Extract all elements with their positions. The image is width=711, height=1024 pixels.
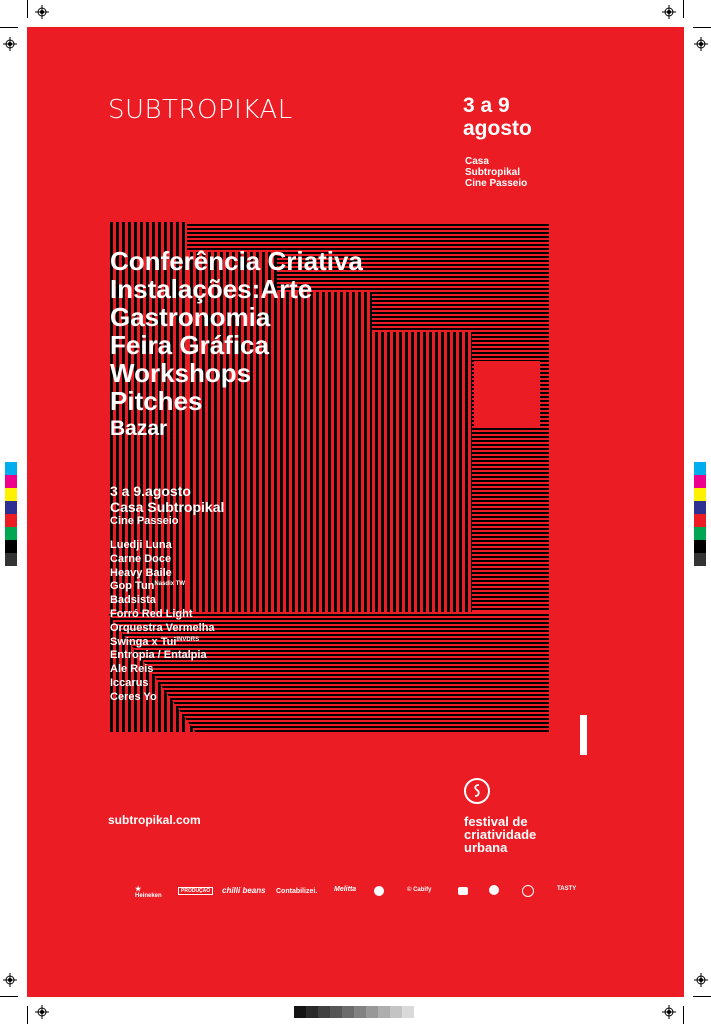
crop-mark: [0, 27, 18, 28]
sponsor-heineken: ★ Heineken: [135, 886, 162, 899]
registration-mark-icon: [694, 973, 708, 987]
venue-line: Casa: [465, 156, 489, 167]
sponsor-chilli-beans: chilli beans: [222, 886, 266, 895]
artist-item: Forró Red Light: [110, 607, 193, 620]
red-square: [474, 361, 540, 427]
color-swatch: [694, 527, 706, 540]
speech-bubble-icon: [374, 886, 384, 896]
color-swatch: [5, 501, 17, 514]
spiral-logo-icon: [464, 778, 490, 804]
color-swatch: [5, 462, 17, 475]
artist-item: Orquestra Vermelha: [110, 621, 215, 634]
registration-mark-icon: [35, 5, 49, 19]
activity-item: Feira Gráfica: [110, 330, 269, 360]
artist-item: Swinga x Tui$^{INVDRS}$: [110, 635, 200, 648]
detail-venue-secondary: Cine Passeio: [110, 515, 179, 527]
artist-item: Badsista: [110, 594, 156, 607]
gray-step: [366, 1006, 378, 1018]
venue-line: Cine Passeio: [465, 178, 528, 189]
sponsor-melitta: Melitta: [334, 886, 357, 893]
artist-item: Heavy Baile: [110, 566, 172, 579]
sponsor-producao: PRODUÇÃO: [178, 887, 213, 895]
registration-mark-icon: [3, 37, 17, 51]
tagline-line: urbana: [464, 840, 508, 855]
tagline-line: festival de: [464, 814, 528, 829]
registration-mark-icon: [35, 1005, 49, 1019]
sponsor-cabify: © Cabify: [407, 887, 432, 893]
website-link[interactable]: subtropikal.com: [108, 813, 201, 827]
detail-venue: Casa Subtropikal: [110, 499, 225, 515]
activity-item: Instalações:Arte: [110, 274, 313, 304]
tagline-line: criatividade: [464, 827, 537, 842]
color-bar-left: [5, 462, 17, 566]
festival-tagline: [464, 815, 536, 854]
artist-item: Ale Reis: [110, 663, 154, 676]
color-bar-right: [694, 462, 706, 566]
sponsor-tasty: TASTY: [557, 886, 577, 892]
activity-list: [110, 247, 363, 441]
artist-item: Entropia / Entalpia: [110, 649, 207, 662]
camera-icon: [458, 887, 468, 895]
crop-mark: [683, 1006, 684, 1024]
registration-mark-icon: [3, 973, 17, 987]
crop-mark: [693, 27, 711, 28]
side-tag: [580, 715, 587, 755]
activity-item: Pitches: [110, 386, 203, 416]
logo: SUBTROPIKAL: [108, 95, 293, 125]
color-swatch: [694, 514, 706, 527]
grayscale-bar: [294, 1006, 414, 1018]
gray-step: [342, 1006, 354, 1018]
dates-line: 3 a 9: [463, 94, 510, 117]
crop-mark: [0, 996, 18, 997]
badge-icon: [489, 885, 499, 895]
crop-mark: [27, 0, 28, 18]
seal-icon: [522, 885, 534, 897]
color-swatch: [694, 540, 706, 553]
color-swatch: [694, 488, 706, 501]
gray-step: [354, 1006, 366, 1018]
color-swatch: [5, 527, 17, 540]
gray-step: [402, 1006, 414, 1018]
color-swatch: [5, 540, 17, 553]
color-swatch: [694, 475, 706, 488]
gray-step: [294, 1006, 306, 1018]
venue-line: Subtropikal: [465, 167, 521, 178]
registration-mark-icon: [662, 5, 676, 19]
artist-item: Ceres Yo: [110, 690, 157, 703]
gray-step: [378, 1006, 390, 1018]
gray-step: [306, 1006, 318, 1018]
dates-line: agosto: [463, 117, 532, 140]
activity-item: Workshops: [110, 358, 252, 388]
color-swatch: [694, 501, 706, 514]
registration-mark-icon: [662, 1005, 676, 1019]
color-swatch: [694, 553, 706, 566]
color-swatch: [694, 462, 706, 475]
activity-item: Gastronomia: [110, 302, 271, 332]
activity-item: Conferência Criativa: [110, 246, 363, 276]
artist-item: Iccarus: [110, 676, 149, 689]
color-swatch: [5, 488, 17, 501]
venue-list: [465, 156, 527, 189]
registration-mark-icon: [694, 37, 708, 51]
crop-mark: [683, 0, 684, 18]
artist-list: [110, 538, 215, 704]
artist-item: Luedji Luna: [110, 539, 172, 551]
gray-step: [318, 1006, 330, 1018]
artist-item: Gop Tun$^{Nasdix TW}$: [110, 580, 186, 593]
crop-mark: [693, 996, 711, 997]
gray-step: [390, 1006, 402, 1018]
artist-item: Carne Doce: [110, 552, 172, 565]
sponsor-contabilizei: Contabilizei.: [276, 888, 318, 895]
gray-step: [330, 1006, 342, 1018]
detail-date: 3 a 9.agosto: [110, 483, 191, 499]
crop-mark: [27, 1006, 28, 1024]
color-swatch: [5, 475, 17, 488]
color-swatch: [5, 514, 17, 527]
color-swatch: [5, 553, 17, 566]
bazar-label: Bazar: [110, 417, 168, 440]
event-dates: [463, 94, 532, 140]
event-details: [110, 483, 224, 528]
